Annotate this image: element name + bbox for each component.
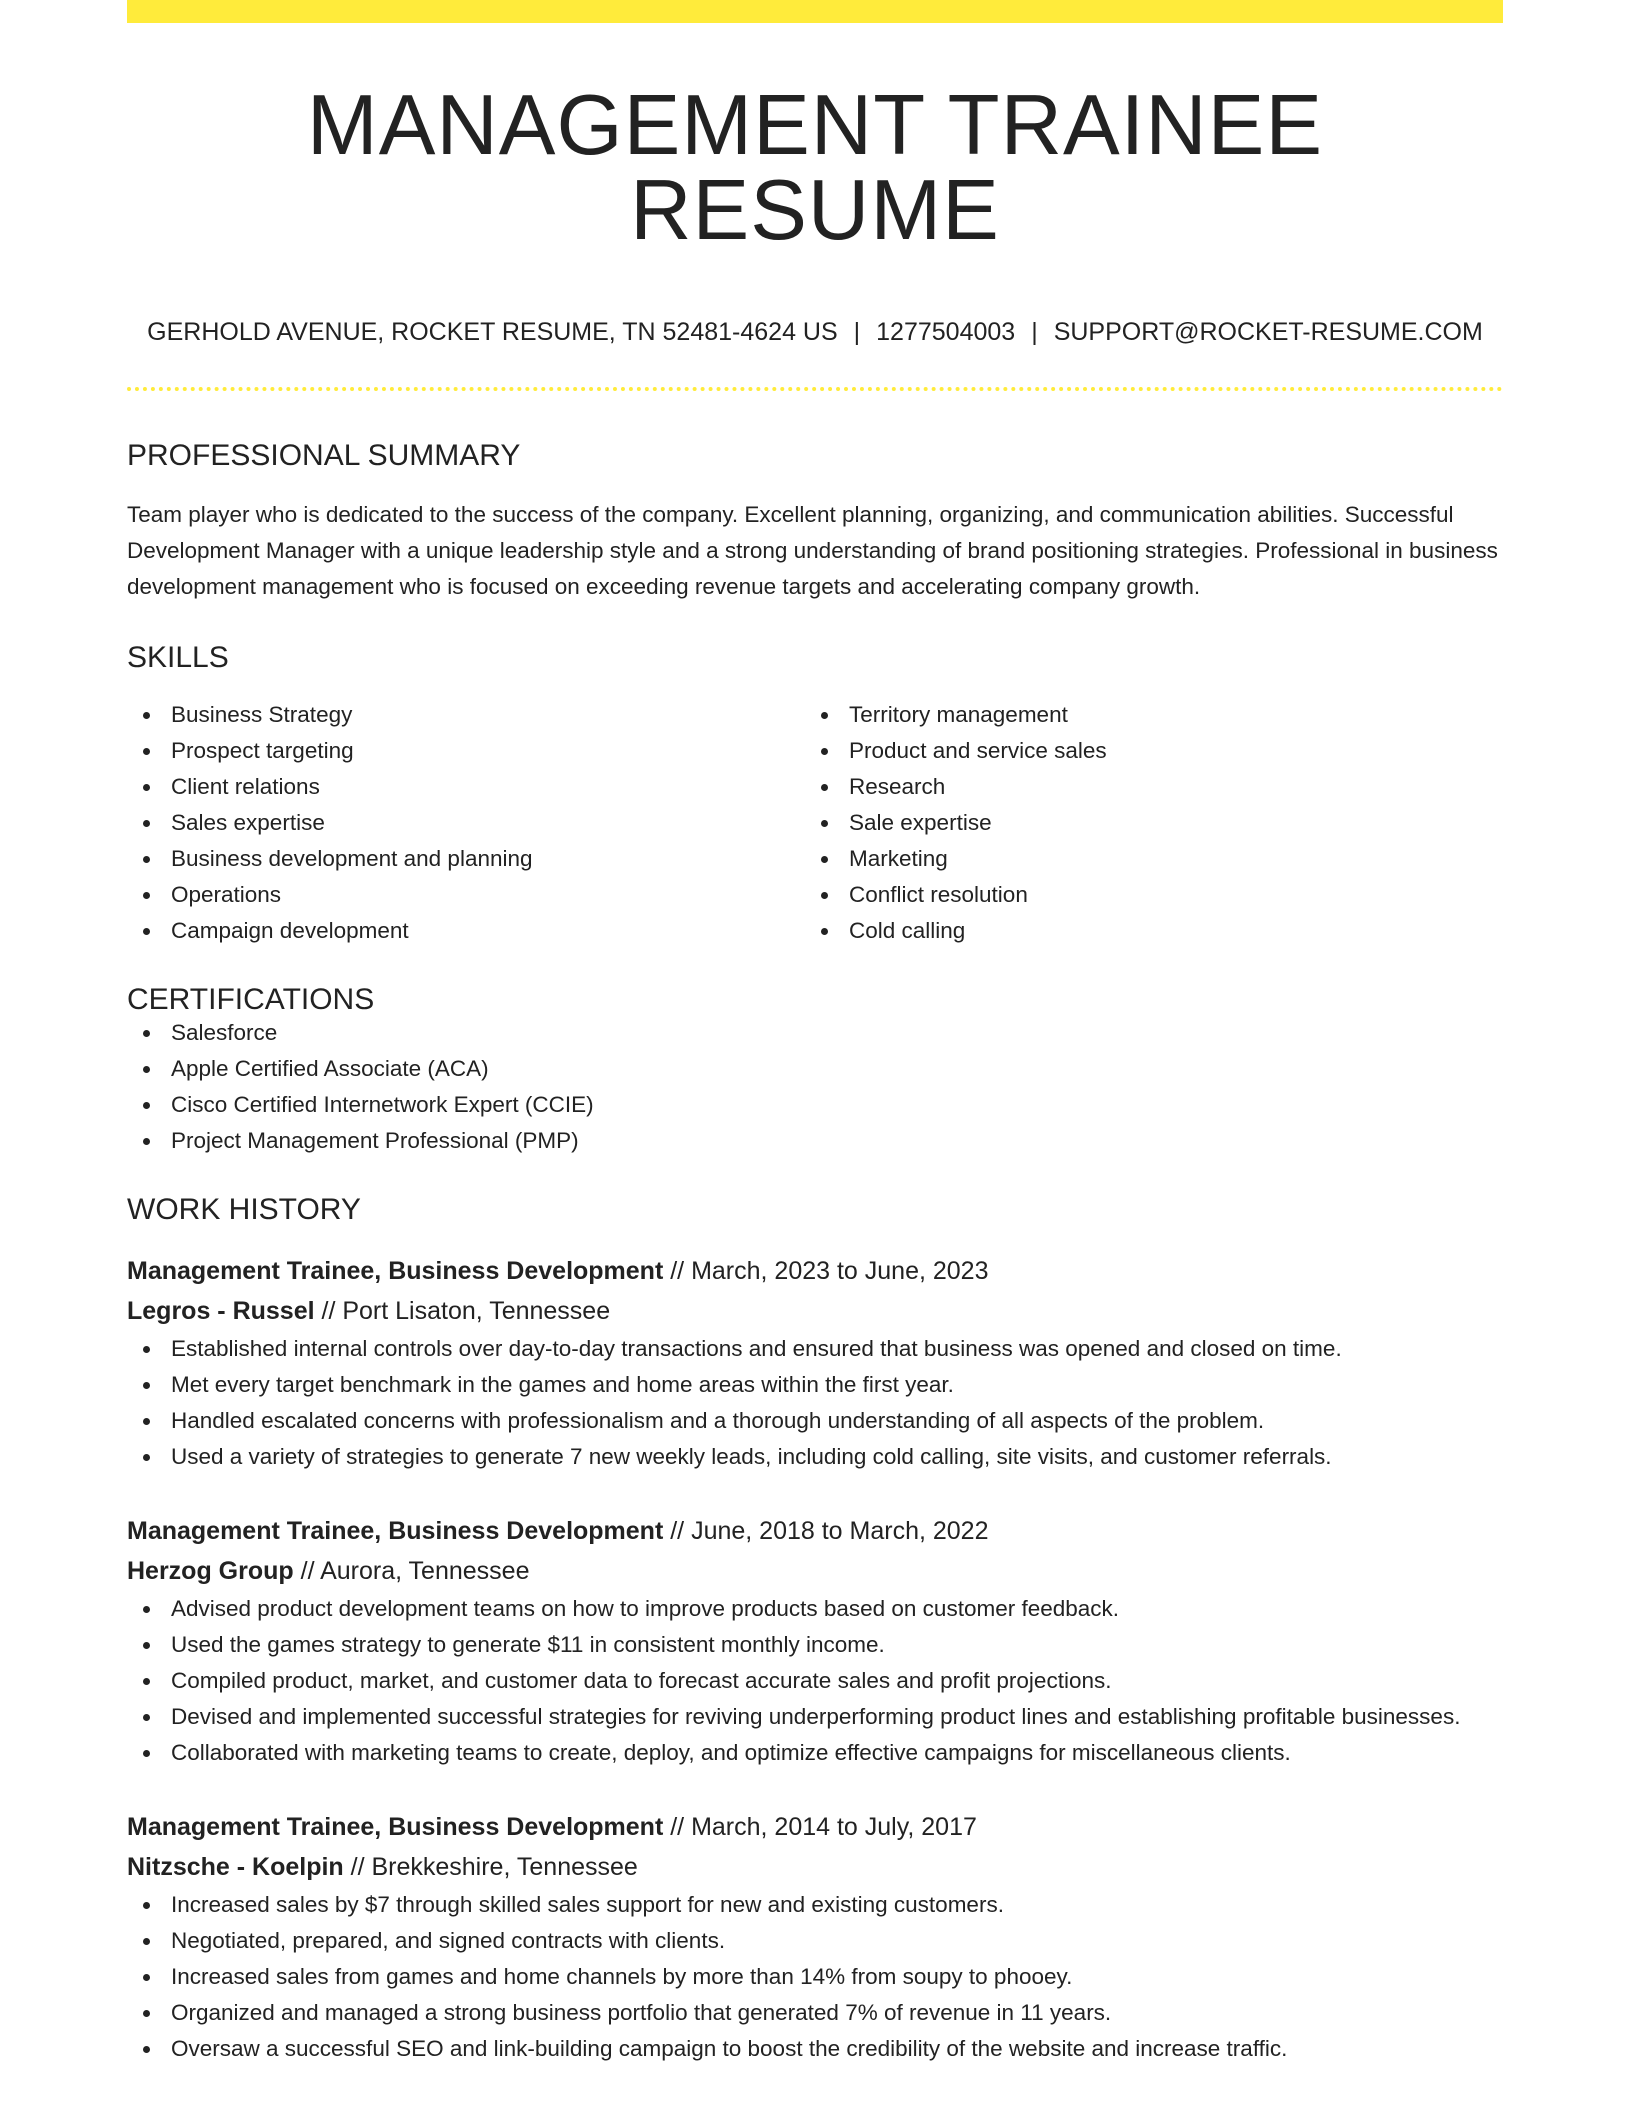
job-location: // Port Lisaton, Tennessee: [314, 1297, 611, 1325]
job-bullet-list: [127, 1331, 1503, 1475]
skill-item: Business Strategy: [171, 697, 805, 733]
job-bullet: Increased sales from games and home channels by more than 14% from soupy to phooey.: [171, 1959, 1503, 1995]
job-bullet-list: [127, 1887, 1503, 2067]
contact-email: SUPPORT@ROCKET-RESUME.COM: [1053, 318, 1483, 346]
job-bullet: Advised product development teams on how to improve products based on customer feedback.: [171, 1591, 1503, 1627]
resume-content: [127, 23, 1503, 2067]
summary-text: Team player who is dedicated to the success of the company. Excellent planning, organizing, and communication abilities. Successful Development Manager with a unique leadership style and a strong understanding of brand positioning strategies. Professional in business development management who is focused on exceeding revenue targets and accelerating company growth.: [127, 502, 1498, 599]
job-company: Legros - Russel: [127, 1297, 315, 1325]
job-dates: // March, 2014 to July, 2017: [663, 1813, 977, 1841]
job-bullet-list: [127, 1591, 1503, 1771]
job-bullet: Handled escalated concerns with professionalism and a thorough understanding of all aspects of the problem.: [171, 1403, 1503, 1439]
contact-separator: |: [1031, 318, 1038, 346]
job-company: Nitzsche - Koelpin: [127, 1853, 344, 1881]
summary-heading: PROFESSIONAL SUMMARY: [127, 439, 521, 472]
job-entry: [127, 1807, 1503, 2067]
skill-item: Campaign development: [171, 913, 805, 949]
job-bullet: Compiled product, market, and customer data to forecast accurate sales and profit projections.: [171, 1663, 1503, 1699]
skill-item: Client relations: [171, 769, 805, 805]
contact-phone: 1277504003: [876, 318, 1016, 346]
job-company: Herzog Group: [127, 1557, 294, 1585]
resume-title: MANAGEMENT TRAINEE RESUME: [306, 78, 1324, 258]
job-bullet: Met every target benchmark in the games and home areas within the first year.: [171, 1367, 1503, 1403]
job-role-line: [127, 1251, 1503, 1291]
job-role-line: [127, 1807, 1503, 1847]
certification-item: Apple Certified Associate (ACA): [171, 1051, 1503, 1087]
job-role: Management Trainee, Business Development: [127, 1257, 664, 1285]
job-bullet: Organized and managed a strong business portfolio that generated 7% of revenue in 11 years.: [171, 1995, 1503, 2031]
job-bullet: Oversaw a successful SEO and link-building campaign to boost the credibility of the website and increase traffic.: [171, 2031, 1503, 2067]
skill-item: Territory management: [849, 697, 1483, 733]
skill-item: Prospect targeting: [171, 733, 805, 769]
certification-item: Project Management Professional (PMP): [171, 1123, 1503, 1159]
job-bullet: Collaborated with marketing teams to create, deploy, and optimize effective campaigns for miscellaneous clients.: [171, 1735, 1503, 1771]
job-dates: // June, 2018 to March, 2022: [663, 1517, 989, 1545]
certifications-heading: CERTIFICATIONS: [127, 983, 375, 1016]
job-bullet: Increased sales by $7 through skilled sales support for new and existing customers.: [171, 1887, 1503, 1923]
job-entry: [127, 1251, 1503, 1475]
skill-item: Sales expertise: [171, 805, 805, 841]
certifications-list: [127, 1015, 1503, 1159]
certification-item: Cisco Certified Internetwork Expert (CCIE): [171, 1087, 1503, 1123]
job-company-line: [127, 1551, 1503, 1591]
skills-list-left: [127, 697, 805, 949]
skill-item: Operations: [171, 877, 805, 913]
skill-item: Business development and planning: [171, 841, 805, 877]
job-dates: // March, 2023 to June, 2023: [663, 1257, 989, 1285]
skills-column-right: [805, 697, 1483, 949]
job-bullet: Used the games strategy to generate $11 in consistent monthly income.: [171, 1627, 1503, 1663]
job-entry: [127, 1511, 1503, 1771]
work-history-heading: WORK HISTORY: [127, 1193, 361, 1226]
skills-columns: [127, 697, 1503, 949]
job-bullet: Negotiated, prepared, and signed contracts with clients.: [171, 1923, 1503, 1959]
job-location: // Brekkeshire, Tennessee: [343, 1853, 638, 1881]
contact-separator: |: [853, 318, 861, 346]
job-location: // Aurora, Tennessee: [293, 1557, 530, 1585]
job-role: Management Trainee, Business Development: [127, 1813, 664, 1841]
job-role-line: [127, 1511, 1503, 1551]
skills-list-right: [805, 697, 1483, 949]
skills-column-left: [127, 697, 805, 949]
job-bullet: Used a variety of strategies to generate 7 new weekly leads, including cold calling, site visits, and customer referrals.: [171, 1439, 1503, 1475]
skill-item: Conflict resolution: [849, 877, 1483, 913]
dotted-divider: [127, 387, 1503, 391]
job-company-line: [127, 1291, 1503, 1331]
skill-item: Cold calling: [849, 913, 1483, 949]
skill-item: Product and service sales: [849, 733, 1483, 769]
skill-item: Marketing: [849, 841, 1483, 877]
contact-address: GERHOLD AVENUE, ROCKET RESUME, TN 52481-4624 US: [147, 318, 838, 346]
certification-item: Salesforce: [171, 1015, 1503, 1051]
skills-heading: SKILLS: [127, 641, 229, 674]
job-bullet: Devised and implemented successful strategies for reviving underperforming product lines and establishing profitable businesses.: [171, 1699, 1503, 1735]
skill-item: Research: [849, 769, 1483, 805]
top-accent-bar: [127, 0, 1503, 23]
job-company-line: [127, 1847, 1503, 1887]
skill-item: Sale expertise: [849, 805, 1483, 841]
job-bullet: Established internal controls over day-to-day transactions and ensured that business was opened and closed on time.: [171, 1331, 1503, 1367]
job-role: Management Trainee, Business Development: [127, 1517, 664, 1545]
contact-line: [127, 320, 1503, 345]
